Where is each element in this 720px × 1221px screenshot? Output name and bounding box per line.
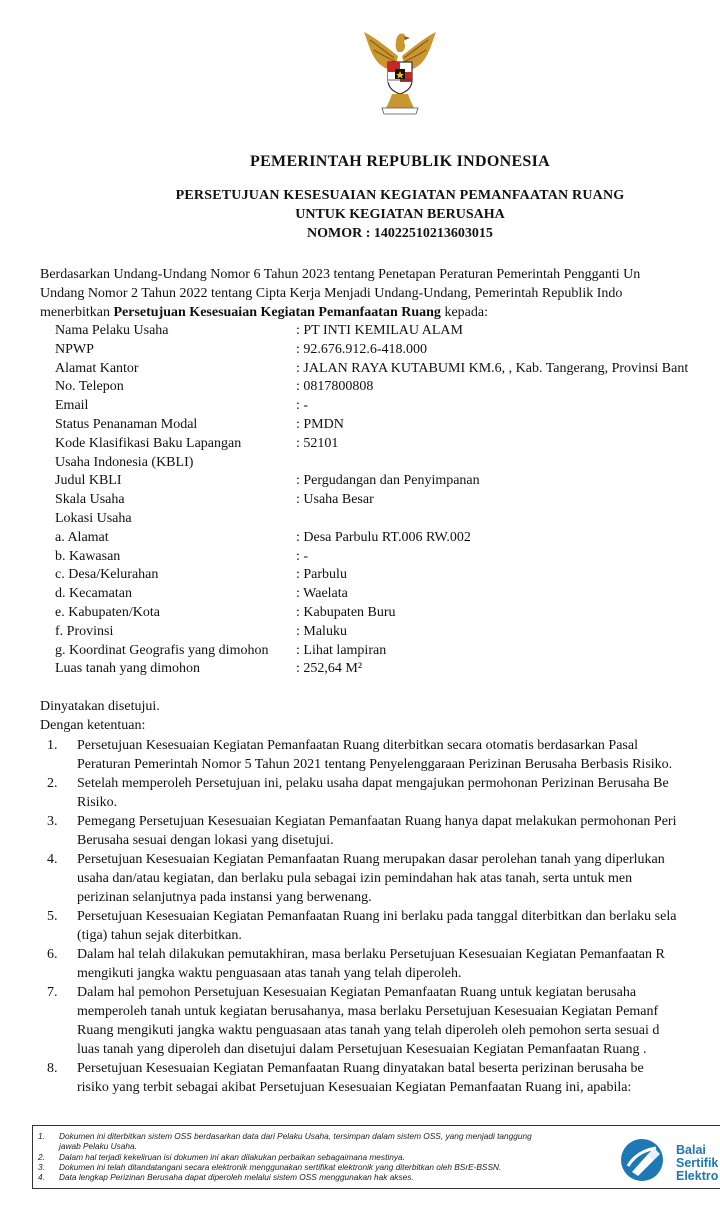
field-row xyxy=(55,624,720,643)
field-value: : 0817800808 xyxy=(296,379,374,395)
field-value: : Lihat lampiran xyxy=(296,642,387,658)
approval-statement: Dinyatakan disetujui. xyxy=(40,699,160,714)
intro-text: menerbitkan xyxy=(40,305,114,320)
intro-line: Berdasarkan Undang-Undang Nomor 6 Tahun 2023 tentang Penetapan Peraturan Pemerintah Pengganti Un xyxy=(40,267,641,282)
condition-text-line: Berusaha sesuai dengan lokasi yang disetujui. xyxy=(77,833,334,848)
bsre-line: Sertifik xyxy=(676,1156,719,1170)
condition-text-line: Peraturan Pemerintah Nomor 5 Tahun 2021 tentang Penyelenggaraan Perizinan Berusaha Berbasis Risiko. xyxy=(77,757,673,772)
field-row xyxy=(55,323,720,342)
field-row xyxy=(55,417,720,436)
field-value: : 92.676.912.6-418.000 xyxy=(296,341,428,357)
condition-text-line: mengikuti jangka waktu penguasaan atas tanah yang telah diperoleh. xyxy=(77,966,462,981)
condition-text-line: Persetujuan Kesesuaian Kegiatan Pemanfaatan Ruang merupakan dasar perolehan tanah yang diperlukan xyxy=(77,852,665,867)
field-row xyxy=(55,643,720,662)
condition-text-line: Ruang mengikuti jangka waktu penguasaan atas tanah yang telah diperoleh oleh pemohon serta sesuai d xyxy=(77,1023,660,1038)
footnote-number: 3. xyxy=(38,1161,45,1172)
footnotes xyxy=(38,1131,598,1182)
intro-line: Undang Nomor 2 Tahun 2022 tentang Cipta Kerja Menjadi Undang-Undang, Pemerintah Republik Indo xyxy=(40,286,623,301)
intro-paragraph xyxy=(40,265,720,322)
field-row xyxy=(55,661,720,680)
field-value: : - xyxy=(296,548,309,564)
field-label: Luas tanah yang dimohon xyxy=(55,661,201,677)
field-label: Lokasi Usaha xyxy=(55,510,132,526)
condition-text-line: Risiko. xyxy=(77,795,118,810)
condition-text-line: perizinan selanjutnya pada instansi yang berwenang. xyxy=(77,890,372,905)
field-value: : PT INTI KEMILAU ALAM xyxy=(296,323,463,338)
applicant-fields xyxy=(55,323,720,680)
condition-item xyxy=(40,907,720,945)
field-label: Status Penanaman Modal xyxy=(55,416,198,432)
condition-text-line: Setelah memperoleh Persetujuan ini, pelaku usaha dapat mengajukan permohonan Perizinan Berusaha Be xyxy=(77,776,669,791)
footnote-text: Data lengkap Perizinan Berusaha dapat diperoleh melalui sistem OSS menggunakan hak akses. xyxy=(59,1172,414,1183)
field-label: d. Kecamatan xyxy=(55,586,132,602)
field-label: Usaha Indonesia (KBLI) xyxy=(55,454,194,470)
field-value: : Maluku xyxy=(296,623,347,639)
field-row xyxy=(55,567,720,586)
field-label: Alamat Kantor xyxy=(55,360,139,376)
condition-item xyxy=(40,774,720,812)
condition-text-line: Persetujuan Kesesuaian Kegiatan Pemanfaatan Ruang ini berlaku pada tanggal diterbitkan dan berlaku sela xyxy=(77,909,677,924)
field-row xyxy=(55,342,720,361)
condition-number: 1. xyxy=(47,738,58,753)
field-row xyxy=(55,436,720,455)
condition-number: 5. xyxy=(47,909,58,924)
government-heading: PEMERINTAH REPUBLIK INDONESIA xyxy=(250,153,550,170)
field-value: : Pergudangan dan Penyimpanan xyxy=(296,473,480,489)
condition-text-line: memperoleh tanah untuk kegiatan berusahanya, masa berlaku Persetujuan Kesesuaian Kegiatan Pemanf xyxy=(77,1004,659,1019)
field-row xyxy=(55,473,720,492)
condition-number: 8. xyxy=(47,1061,58,1076)
field-label: Email xyxy=(55,398,89,414)
condition-item xyxy=(40,1059,720,1097)
field-row xyxy=(55,530,720,549)
field-label: Judul KBLI xyxy=(55,473,122,489)
condition-item xyxy=(40,812,720,850)
footnote-text: Dokumen ini diterbitkan sistem OSS berdasarkan data dari Pelaku Usaha, tersimpan dalam sistem OSS, yang menjadi tanggung xyxy=(59,1131,532,1141)
footnote-number: 1. xyxy=(38,1131,45,1141)
field-label: NPWP xyxy=(55,341,94,357)
condition-number: 2. xyxy=(47,776,58,791)
field-label: f. Provinsi xyxy=(55,623,114,639)
field-value: : PMDN xyxy=(296,416,344,432)
document-number: NOMOR : 14022510213603015 xyxy=(307,226,493,241)
footnote-text: Dokumen ini telah ditandatangani secara elektronik menggunakan sertifikat elektronik yang diterbitkan oleh BSrE-BSSN. xyxy=(59,1161,502,1172)
condition-number: 4. xyxy=(47,852,58,867)
footnote-text: Dalam hal terjadi kekeliruan isi dokumen ini akan dilakukan perbaikan sebagaimana mestinya. xyxy=(59,1151,405,1162)
footnote-item xyxy=(38,1131,598,1152)
footnote-number: 4. xyxy=(38,1172,45,1183)
condition-text-line: luas tanah yang diperoleh dan disetujui dalam Persetujuan Kesesuaian Kegiatan Pemanfaatan Ruang . xyxy=(77,1042,647,1057)
field-value: : Waelata xyxy=(296,586,348,602)
intro-text: kepada: xyxy=(440,305,488,320)
field-label: c. Desa/Kelurahan xyxy=(55,567,159,583)
condition-item xyxy=(40,945,720,983)
field-row xyxy=(55,455,720,474)
field-label: b. Kawasan xyxy=(55,548,121,564)
field-value: : 252,64 M² xyxy=(296,661,363,677)
condition-number: 6. xyxy=(47,947,58,962)
condition-text-line: (tiga) tahun sejak diterbitkan. xyxy=(77,928,242,943)
field-row xyxy=(55,379,720,398)
intro-bold-text: Persetujuan Kesesuaian Kegiatan Pemanfaatan Ruang xyxy=(113,305,441,320)
condition-text-line: usaha dan/atau kegiatan, dan berlaku pula sebagai izin pemindahan hak atas tanah, serta untuk men xyxy=(77,871,633,886)
field-row xyxy=(55,361,720,380)
condition-text-line: Dalam hal telah dilakukan pemutakhiran, masa berlaku Persetujuan Kesesuaian Kegiatan Pemanfaatan R xyxy=(77,947,665,962)
field-value: : - xyxy=(296,398,309,414)
condition-text-line: risiko yang terbit sebagai akibat Persetujuan Kesesuaian Kegiatan Pemanfaatan Ruang ini, apabila: xyxy=(77,1080,632,1095)
field-label: e. Kabupaten/Kota xyxy=(55,604,160,620)
bsre-logo-text xyxy=(676,1144,718,1183)
footnote-item xyxy=(38,1172,598,1182)
condition-text-line: Persetujuan Kesesuaian Kegiatan Pemanfaatan Ruang dinyatakan batal beserta perizinan berusaha be xyxy=(77,1061,644,1076)
condition-text-line: Dalam hal pemohon Persetujuan Kesesuaian Kegiatan Pemanfaatan Ruang untuk kegiatan berusaha xyxy=(77,985,637,1000)
field-label: No. Telepon xyxy=(55,379,124,395)
footnote-item xyxy=(38,1162,598,1172)
conditions-heading: Dengan ketentuan: xyxy=(40,718,146,733)
field-row xyxy=(55,549,720,568)
field-value: : 52101 xyxy=(296,435,339,451)
field-label: Skala Usaha xyxy=(55,492,125,508)
garuda-emblem-icon xyxy=(358,28,442,118)
footnote-text: jawab Pelaku Usaha. xyxy=(59,1141,137,1152)
bsre-line: Elektro xyxy=(676,1169,719,1183)
footnote-item xyxy=(38,1152,598,1162)
condition-text-line: Pemegang Persetujuan Kesesuaian Kegiatan Pemanfaatan Ruang hanya dapat melakukan permohonan Peri xyxy=(77,814,677,829)
field-row xyxy=(55,511,720,530)
bsre-line: Balai xyxy=(676,1143,706,1157)
field-row xyxy=(55,492,720,511)
field-value: : JALAN RAYA KUTABUMI KM.6, , Kab. Tangerang, Provinsi Bant xyxy=(296,360,689,376)
conditions-list xyxy=(40,736,720,1097)
condition-item xyxy=(40,850,720,907)
field-label: Kode Klasifikasi Baku Lapangan xyxy=(55,435,242,451)
field-row xyxy=(55,586,720,605)
field-label: Nama Pelaku Usaha xyxy=(55,323,169,338)
document-title-line2: UNTUK KEGIATAN BERUSAHA xyxy=(295,207,505,222)
field-label: g. Koordinat Geografis yang dimohon xyxy=(55,642,269,658)
condition-item xyxy=(40,736,720,774)
intro-line xyxy=(40,303,720,322)
footnote-number: 2. xyxy=(38,1151,45,1162)
document-title-line1: PERSETUJUAN KESESUAIAN KEGIATAN PEMANFAATAN RUANG xyxy=(175,188,625,203)
field-value: : Parbulu xyxy=(296,567,347,583)
condition-number: 3. xyxy=(47,814,58,829)
condition-text-line: Persetujuan Kesesuaian Kegiatan Pemanfaatan Ruang diterbitkan secara otomatis berdasarkan Pasal xyxy=(77,738,638,753)
condition-number: 7. xyxy=(47,985,58,1000)
field-label: a. Alamat xyxy=(55,529,109,545)
field-value: : Kabupaten Buru xyxy=(296,604,396,620)
condition-item xyxy=(40,983,720,1059)
field-row xyxy=(55,398,720,417)
field-row xyxy=(55,605,720,624)
field-value: : Desa Parbulu RT.006 RW.002 xyxy=(296,529,471,545)
field-value: : Usaha Besar xyxy=(296,492,374,508)
